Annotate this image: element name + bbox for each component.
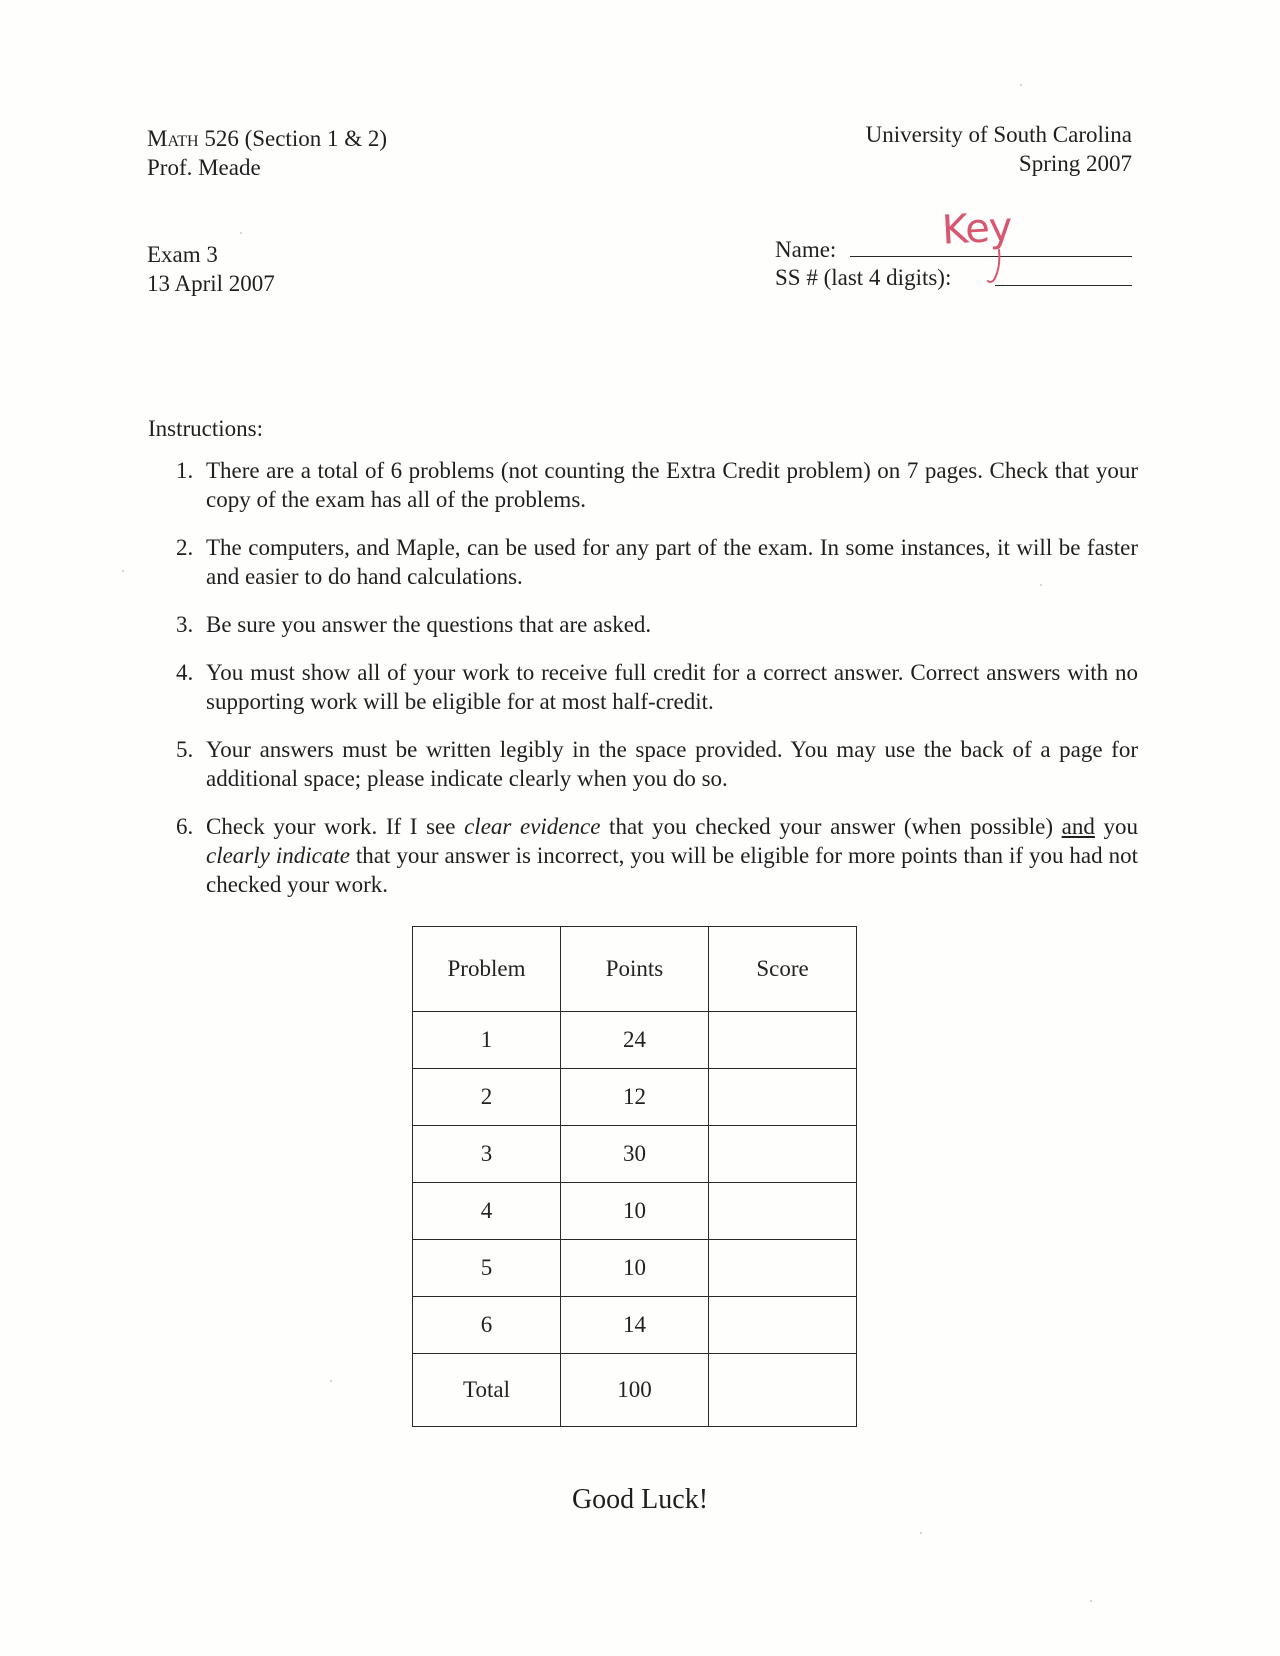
scan-speck (920, 1532, 922, 1534)
scan-speck (1090, 1600, 1092, 1602)
score-cell[interactable] (709, 1069, 857, 1126)
header-points: Points (561, 927, 709, 1012)
instruction-number: 5. (176, 737, 194, 762)
scan-speck (1040, 584, 1042, 586)
instruction-item (148, 812, 1138, 899)
table-row (413, 1240, 857, 1297)
course-name: Math (147, 126, 199, 151)
instruction-item (148, 658, 1138, 716)
problem-cell: 4 (413, 1183, 561, 1240)
points-cell: 12 (561, 1069, 709, 1126)
score-cell[interactable] (709, 1012, 857, 1069)
scan-speck (240, 232, 242, 234)
instruction-number: 6. (176, 814, 194, 839)
instruction-text: Be sure you answer the questions that are asked. (206, 612, 652, 637)
scan-speck (1020, 84, 1022, 86)
instruction-number: 4. (176, 660, 194, 685)
instruction-number: 2. (176, 535, 194, 560)
instructions-list (148, 456, 1138, 899)
term: Spring 2007 (1018, 151, 1132, 176)
scan-speck (330, 1380, 332, 1382)
instruction-text-part: that your answer is incorrect, you will be eligible for more points than if you had not checked your work. (206, 843, 1138, 897)
university-name: University of South Carolina (865, 122, 1132, 147)
problem-cell: 2 (413, 1069, 561, 1126)
table-row (413, 1297, 857, 1354)
instruction-item (148, 456, 1138, 514)
score-table (412, 926, 857, 1427)
ss-field-line[interactable] (995, 285, 1132, 286)
total-score-cell[interactable] (709, 1354, 857, 1427)
name-label: Name: (775, 237, 837, 262)
problem-cell: 6 (413, 1297, 561, 1354)
points-cell: 14 (561, 1297, 709, 1354)
exam-number: Exam 3 (147, 242, 218, 267)
total-points-cell: 100 (561, 1354, 709, 1427)
instruction-emphasis: clearly indicate (206, 843, 350, 868)
good-luck-text: Good Luck! (571, 1484, 709, 1515)
problem-cell: 5 (413, 1240, 561, 1297)
instruction-item (148, 533, 1138, 591)
instruction-text-part: Check your work. If I see (206, 814, 465, 839)
points-cell: 30 (561, 1126, 709, 1183)
instruction-item (148, 610, 1138, 639)
score-table-header (413, 927, 857, 1012)
points-cell: 10 (561, 1183, 709, 1240)
instruction-text: You must show all of your work to receive full credit for a correct answer. Correct answers with no supporting work will be eligible for at most half-credit. (206, 660, 1138, 714)
instruction-number: 3. (176, 612, 194, 637)
points-cell: 24 (561, 1012, 709, 1069)
instruction-item (148, 735, 1138, 793)
instruction-text-part: you (1094, 814, 1138, 839)
instruction-underline: and (1061, 814, 1095, 839)
table-row (413, 1069, 857, 1126)
instruction-text: There are a total of 6 problems (not counting the Extra Credit problem) on 7 pages. Check that your copy of the exam has all of the problems. (206, 458, 1138, 512)
course-title (147, 124, 387, 153)
score-cell[interactable] (709, 1240, 857, 1297)
score-cell[interactable] (709, 1297, 857, 1354)
instruction-text: Your answers must be written legibly in the space provided. You may use the back of a page for additional space; please indicate clearly when you do so. (206, 737, 1138, 791)
table-row (413, 1183, 857, 1240)
instruction-number: 1. (176, 458, 194, 483)
name-handwritten-value: Key (940, 204, 1013, 254)
problem-cell: 3 (413, 1126, 561, 1183)
table-row (413, 1012, 857, 1069)
instruction-text: The computers, and Maple, can be used for any part of the exam. In some instances, it will be faster and easier to do hand calculations. (206, 535, 1138, 589)
score-cell[interactable] (709, 1183, 857, 1240)
instruction-text (206, 814, 1138, 897)
problem-cell: 1 (413, 1012, 561, 1069)
header-problem: Problem (413, 927, 561, 1012)
exam-date: 13 April 2007 (147, 271, 275, 296)
instructions-title: Instructions: (148, 416, 263, 441)
total-label-cell: Total (413, 1354, 561, 1427)
handwriting-tail (985, 248, 1009, 288)
header-score: Score (709, 927, 857, 1012)
professor-name: Prof. Meade (147, 155, 261, 180)
ss-label: SS # (last 4 digits): (775, 265, 952, 290)
instruction-emphasis: clear evidence (464, 814, 601, 839)
scan-speck (122, 570, 124, 572)
instruction-text-part: that you checked your answer (when possible) (600, 814, 1062, 839)
table-row (413, 1126, 857, 1183)
points-cell: 10 (561, 1240, 709, 1297)
table-total-row (413, 1354, 857, 1427)
score-cell[interactable] (709, 1126, 857, 1183)
course-section: 526 (Section 1 & 2) (204, 126, 388, 151)
